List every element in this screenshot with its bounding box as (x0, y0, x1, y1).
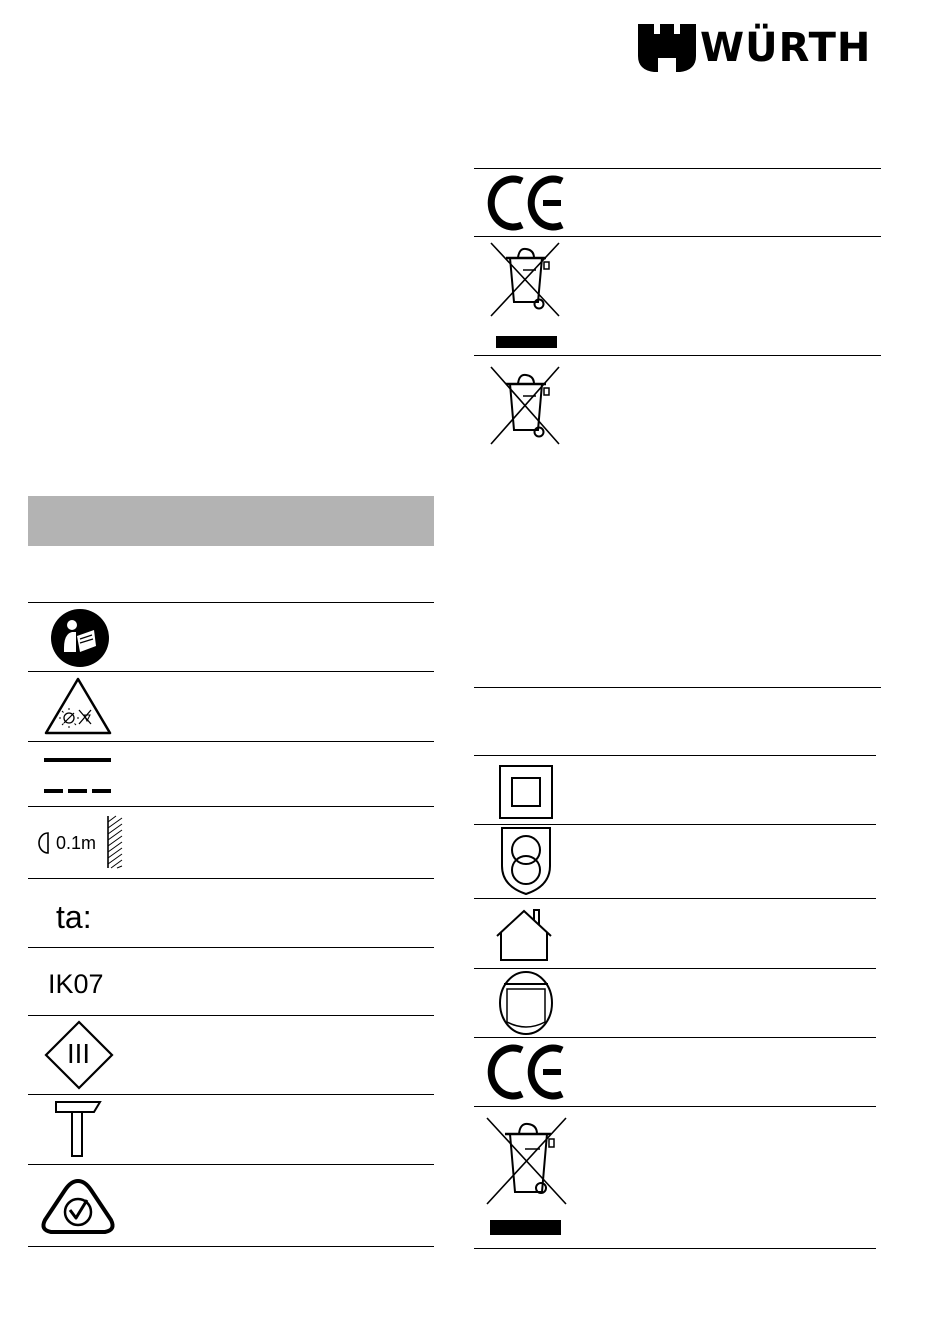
divider (474, 1248, 876, 1249)
indoor-use-icon (495, 908, 553, 962)
weee-bin-bar-icon (488, 240, 562, 352)
divider (474, 824, 876, 825)
rcm-mark-icon (39, 1178, 117, 1236)
safety-transformer-icon (499, 826, 553, 896)
divider (474, 168, 881, 169)
divider (474, 236, 881, 237)
divider (28, 741, 434, 742)
divider (474, 968, 876, 969)
section-header-band (28, 496, 434, 546)
divider (28, 602, 434, 603)
brand-name: WÜRTH (700, 25, 872, 71)
weee-bin-bar-icon (484, 1114, 570, 1240)
laser-warning-icon (43, 676, 113, 736)
divider (474, 1037, 876, 1038)
divider (28, 1015, 434, 1016)
divider (28, 878, 434, 879)
divider (28, 1164, 434, 1165)
read-manual-icon (50, 608, 110, 668)
divider (474, 898, 876, 899)
divider (28, 1246, 434, 1247)
weee-bin-icon (488, 364, 562, 446)
ce-mark-icon (487, 1043, 567, 1101)
divider (474, 755, 876, 756)
divider (28, 806, 434, 807)
ce-mark-icon (487, 174, 567, 232)
divider (28, 671, 434, 672)
divider (28, 1094, 434, 1095)
fuse-icon (497, 970, 555, 1036)
hammer-icon (54, 1100, 104, 1160)
protection-class-2-icon (498, 764, 554, 820)
impact-rating-label: IK07 (48, 969, 104, 999)
divider (474, 687, 881, 688)
protection-class-3-label: III (67, 1040, 91, 1070)
min-distance-label: 0.1m (56, 833, 97, 853)
divider (474, 355, 881, 356)
direct-current-icon (44, 756, 112, 796)
ambient-temperature-label: ta: (56, 899, 92, 935)
divider (28, 947, 434, 948)
divider (474, 1106, 876, 1107)
